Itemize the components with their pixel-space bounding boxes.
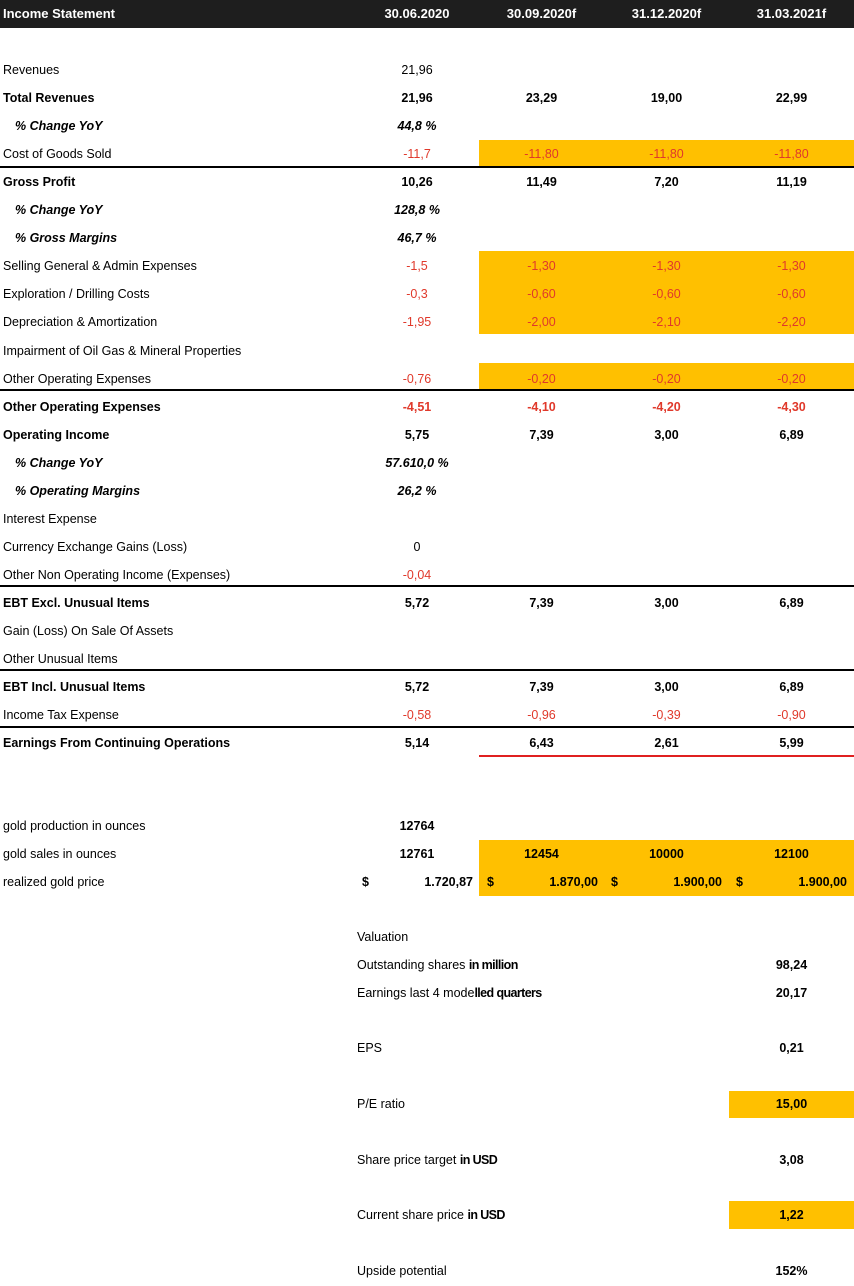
row-value: -1,30 (777, 259, 806, 273)
row-value: -0,58 (402, 708, 432, 722)
pe-ratio-label: P/E ratio (357, 1097, 405, 1111)
row-label: Revenues (3, 63, 60, 77)
current-price-text: Current share price (357, 1208, 468, 1222)
outstanding-shares-value: 98,24 (775, 958, 808, 972)
row-label: % Operating Margins (15, 484, 141, 498)
row-value: -0,60 (527, 287, 556, 301)
row-value: -11,80 (774, 147, 809, 161)
row-value: 23,29 (525, 91, 558, 105)
row-value: 11,19 (776, 175, 807, 189)
outstanding-shares-label (357, 958, 518, 972)
row-label: EBT Incl. Unusual Items (3, 680, 146, 694)
row-value: -0,04 (402, 568, 432, 582)
row-label: Other Non Operating Income (Expenses) (3, 568, 231, 582)
row-value: 6,43 (529, 736, 554, 750)
currency-symbol-0: $ (362, 875, 369, 889)
row-value: 46,7 % (397, 231, 437, 245)
header-period-1: 30.09.2020f (506, 6, 577, 21)
row-value: -1,30 (652, 259, 681, 273)
row-value: -4,30 (777, 400, 806, 414)
current-price-value: 1,22 (779, 1208, 804, 1222)
row-label: Other Unusual Items (3, 652, 118, 666)
row-value: -0,76 (402, 372, 432, 386)
row-label: % Change YoY (15, 203, 103, 217)
row-value: 22,99 (775, 91, 808, 105)
upside-label: Upside potential (357, 1264, 447, 1278)
row-label: Earnings From Continuing Operations (3, 736, 231, 750)
rule-earnings (0, 726, 854, 728)
row-value: 21,96 (401, 91, 433, 105)
rule-gross-profit (0, 166, 854, 168)
row-value: -4,10 (527, 400, 556, 414)
earnings-last4-suffix: lled quarters (474, 986, 542, 1000)
price-target-label (357, 1153, 497, 1167)
gold-price-label: realized gold price (3, 875, 105, 889)
row-value: 19,00 (650, 91, 683, 105)
row-value: 10,26 (401, 175, 433, 189)
row-value: 6,89 (779, 596, 804, 610)
row-label: Exploration / Drilling Costs (3, 287, 150, 301)
currency-symbol-2: $ (611, 875, 618, 889)
row-value: 5,72 (404, 596, 430, 610)
row-label: Gain (Loss) On Sale Of Assets (3, 624, 174, 638)
row-value: 5,72 (404, 680, 430, 694)
earnings-last4-label (357, 986, 542, 1000)
gold-sales-value-1: 12454 (524, 847, 559, 861)
rule-other-opex (0, 389, 854, 391)
row-label: Total Revenues (3, 91, 95, 105)
row-label: Other Operating Expenses (3, 372, 151, 386)
row-label: % Change YoY (15, 456, 103, 470)
row-label: Other Operating Expenses (3, 400, 161, 414)
gold-production-value: 12764 (399, 819, 435, 833)
rule-ebt-incl (0, 669, 854, 671)
row-label: EBT Excl. Unusual Items (3, 596, 150, 610)
row-value: -11,80 (524, 147, 559, 161)
row-value: 128,8 % (394, 203, 440, 217)
row-value: 21,96 (401, 63, 433, 77)
row-value: -0,96 (527, 708, 556, 722)
row-value: 7,39 (529, 680, 554, 694)
header-period-3: 31.03.2021f (756, 6, 827, 21)
row-value: -0,3 (406, 287, 428, 301)
eps-label: EPS (357, 1041, 383, 1055)
price-target-text: Share price target (357, 1153, 460, 1167)
gold-price-value-2: 1.900,00 (673, 875, 722, 889)
row-value: 3,00 (654, 596, 679, 610)
row-value: -11,7 (403, 147, 431, 161)
row-value: 2,61 (654, 736, 679, 750)
row-value: -0,90 (777, 708, 806, 722)
row-label: Cost of Goods Sold (3, 147, 112, 161)
gold-production-label: gold production in ounces (3, 819, 146, 833)
row-value: -1,95 (402, 315, 432, 329)
row-label: Income Tax Expense (3, 708, 119, 722)
gold-price-value-1: 1.870,00 (549, 875, 598, 889)
row-value: -2,20 (777, 315, 806, 329)
currency-symbol-1: $ (487, 875, 494, 889)
row-value: -2,00 (527, 315, 556, 329)
gold-price-value-0: 1.720,87 (424, 875, 473, 889)
row-label: Gross Profit (3, 175, 76, 189)
price-target-value: 3,08 (779, 1153, 804, 1167)
row-value: -4,51 (402, 400, 432, 414)
gold-sales-value-2: 10000 (649, 847, 684, 861)
row-label: Depreciation & Amortization (3, 315, 158, 329)
row-value: 5,99 (779, 736, 804, 750)
row-value: -4,20 (652, 400, 681, 414)
row-value: -2,10 (652, 315, 681, 329)
outstanding-shares-text: Outstanding shares (357, 958, 469, 972)
row-value: 5,14 (404, 736, 430, 750)
row-value: 6,89 (779, 428, 804, 442)
outstanding-shares-unit: in million (468, 958, 518, 972)
valuation-title: Valuation (357, 930, 409, 944)
row-label: Currency Exchange Gains (Loss) (3, 540, 188, 554)
row-label: % Gross Margins (15, 231, 118, 245)
row-value: 5,75 (404, 428, 430, 442)
row-value: 7,20 (654, 175, 679, 189)
header-period-0: 30.06.2020 (384, 6, 450, 21)
row-value: 11,49 (526, 175, 557, 189)
gold-sales-value-3: 12100 (774, 847, 809, 861)
gold-sales-value-0: 12761 (399, 847, 435, 861)
row-value: 6,89 (779, 680, 804, 694)
row-value: 7,39 (529, 428, 554, 442)
row-value: 3,00 (654, 680, 679, 694)
row-value: -0,60 (777, 287, 806, 301)
row-value: -1,5 (406, 259, 428, 273)
row-label: Interest Expense (3, 512, 97, 526)
current-price-label (357, 1208, 505, 1222)
row-label: % Change YoY (15, 119, 103, 133)
gold-price-value-3: 1.900,00 (798, 875, 847, 889)
rule-ebt-excl (0, 585, 854, 587)
header-row (0, 0, 854, 28)
gold-sales-label: gold sales in ounces (3, 847, 117, 861)
row-value: 0 (413, 540, 421, 554)
row-value: -1,30 (527, 259, 556, 273)
header-title: Income Statement (3, 6, 115, 21)
currency-symbol-3: $ (736, 875, 743, 889)
row-value: -0,20 (527, 372, 556, 386)
row-value: 57.610,0 % (385, 456, 449, 470)
row-value: -0,39 (652, 708, 681, 722)
earnings-last4-text: Earnings last 4 mode (357, 986, 475, 1000)
row-label: Operating Income (3, 428, 110, 442)
current-price-unit: in USD (467, 1208, 505, 1222)
row-value: 3,00 (654, 428, 679, 442)
price-target-unit: in USD (459, 1153, 498, 1167)
row-label: Impairment of Oil Gas & Mineral Properties (3, 344, 242, 358)
row-label: Selling General & Admin Expenses (3, 259, 197, 273)
earnings-last4-value: 20,17 (775, 986, 808, 1000)
row-value: 44,8 % (397, 119, 437, 133)
header-period-2: 31.12.2020f (631, 6, 702, 21)
row-value: -11,80 (649, 147, 684, 161)
row-value: -0,60 (652, 287, 681, 301)
row-value: 7,39 (529, 596, 554, 610)
upside-value: 152% (775, 1264, 808, 1278)
row-value: -0,20 (777, 372, 806, 386)
rule-earnings-red (479, 755, 854, 757)
eps-value: 0,21 (779, 1041, 804, 1055)
row-value: 26,2 % (397, 484, 437, 498)
row-value: -0,20 (652, 372, 681, 386)
pe-ratio-value: 15,00 (775, 1097, 808, 1111)
